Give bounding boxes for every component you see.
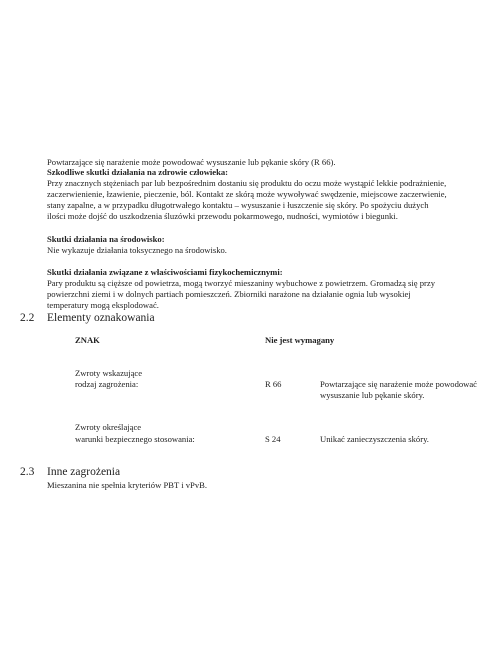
repeat-exposure-text: Powtarzające się narażenie może powodować wysuszanie lub pękanie skóry (R 66). bbox=[47, 157, 336, 167]
safety-phrase-text: Unikać zanieczyszczenia skóry. bbox=[320, 434, 429, 444]
health-effects-heading: Szkodliwe skutki działania na zdrowie człowieka: bbox=[47, 167, 229, 177]
health-effects-line: zaczerwienienie, łzawienie, pieczenie, ból. Kontakt ze skórą może wywoływać swędzenie, miejscowe zaczerwienie, bbox=[47, 189, 447, 199]
risk-phrase-text: wysuszanie lub pękanie skóry. bbox=[320, 390, 425, 400]
risk-phrase-code: R 66 bbox=[265, 379, 282, 389]
row-label-line: warunki bezpiecznego stosowania: bbox=[75, 434, 195, 444]
environment-heading: Skutki działania na środowisko: bbox=[47, 234, 165, 244]
safety-phrase-code: S 24 bbox=[265, 434, 281, 444]
row-label-line: Zwroty wskazujące bbox=[75, 368, 143, 378]
section-2-2-title: Elementy oznakowania bbox=[47, 312, 155, 324]
risk-phrase-text: Powtarzające się narażenie może powodować bbox=[320, 379, 477, 389]
table-header-sign: ZNAK bbox=[75, 335, 100, 345]
environment-text: Nie wykazuje działania toksycznego na środowisko. bbox=[47, 245, 227, 255]
health-effects-line: ilości może dojść do uszkodzenia śluzówki przewodu pokarmowego, nudności, wymiotów i biegunki. bbox=[47, 211, 398, 221]
row-label-line: Zwroty określające bbox=[75, 422, 142, 432]
physchem-heading: Skutki działania związane z właściwościami fizykochemicznymi: bbox=[47, 267, 283, 277]
health-effects-line: Przy znacznych stężeniach par lub bezpośrednim dostaniu się produktu do oczu może wystąpić lekkie podrażnienie, bbox=[47, 178, 447, 188]
table-header-status: Nie jest wymagany bbox=[265, 335, 335, 345]
row-label-line: rodzaj zagrożenia: bbox=[75, 379, 139, 389]
section-2-3-title: Inne zagrożenia bbox=[47, 466, 121, 478]
other-hazards-text: Mieszanina nie spełnia kryteriów PBT i vPvB. bbox=[47, 480, 207, 490]
physchem-line: Pary produktu są cięższe od powietrza, mogą tworzyć mieszaniny wybuchowe z powietrzem. Gromadzą się przy bbox=[47, 278, 436, 288]
physchem-line: temperatury mogą eksplodować. bbox=[47, 300, 159, 310]
section-2-2-number: 2.2 bbox=[20, 312, 35, 324]
health-effects-line: stany zapalne, a w przypadku długotrwałego kontaktu – wysuszanie i łuszczenie się skóry. Po spożyciu dużych bbox=[47, 200, 429, 210]
section-2-3-number: 2.3 bbox=[20, 466, 35, 478]
physchem-line: powierzchni ziemi i w dolnych partiach pomieszczeń. Zbiorniki narażone na działanie ognia lub wysokiej bbox=[47, 289, 411, 299]
